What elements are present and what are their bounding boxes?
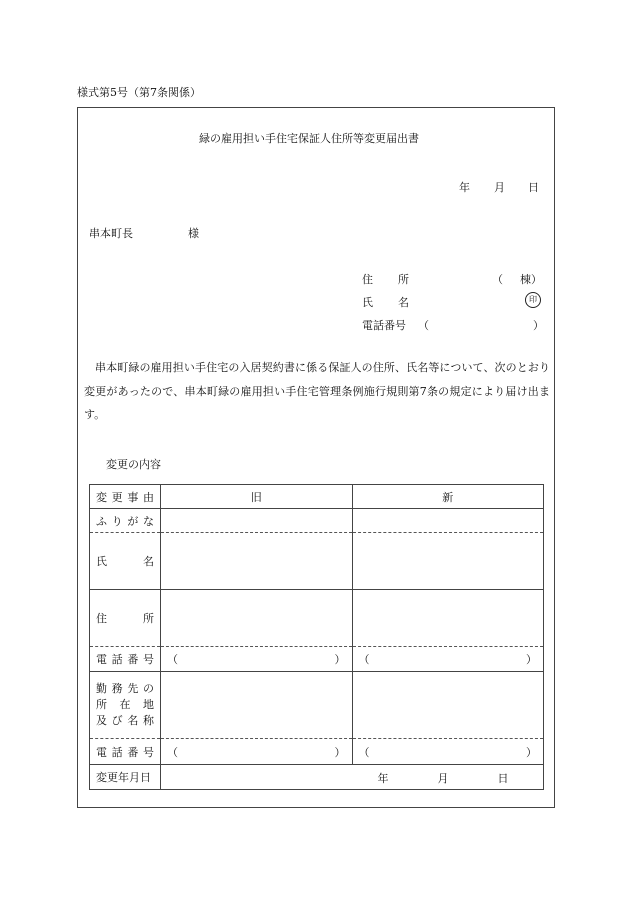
reason-label: 変 更 事 由 — [96, 490, 154, 504]
phone2-row-label: 電 話 番 号 — [96, 745, 154, 759]
phone-close: ） — [533, 319, 544, 332]
phone-open: （ — [418, 319, 429, 332]
name-label-1: 氏 — [362, 296, 373, 309]
date-month: 月 — [494, 181, 505, 194]
furigana-new-cell[interactable] — [352, 509, 544, 533]
phone-label: 電話番号 — [362, 319, 406, 332]
change-date-label: 変更年月日 — [90, 765, 161, 790]
body-text: 串本町緑の雇用担い手住宅の入居契約書に係る保証人の住所、氏名等について、次のとおり変更があったので、串本町緑の雇用担い手住宅管理条例施行規則第7条の規定により届け出ます。 — [84, 361, 550, 421]
new-header: 新 — [352, 485, 544, 509]
form-reference: 様式第5号（第7条関係） — [77, 86, 201, 99]
furigana-row — [90, 509, 544, 533]
date-year: 年 — [459, 181, 470, 194]
address-label: 住 所 — [96, 612, 154, 625]
address-new-cell[interactable] — [352, 590, 544, 647]
phone-new-cell[interactable]: （ ） — [352, 647, 544, 672]
change-date-row — [90, 765, 544, 790]
furigana-old-cell[interactable] — [161, 509, 353, 533]
addressee-name: 串本町長 — [89, 227, 133, 240]
address-row — [90, 590, 544, 647]
seal-icon: 印 — [525, 292, 541, 308]
workplace-label: 勤 務 先 の 所 在 地 及 び 名 称 — [90, 672, 161, 739]
name-label: 氏 名 — [96, 555, 154, 568]
header-row — [90, 485, 544, 509]
address-label-1: 住 — [362, 273, 373, 286]
phone2-old-cell[interactable]: （ ） — [161, 739, 353, 765]
workplace-new-cell[interactable] — [352, 672, 544, 739]
name-row — [90, 533, 544, 590]
seal-mark — [525, 292, 541, 308]
phone2-row — [90, 739, 544, 765]
workplace-old-cell[interactable] — [161, 672, 353, 739]
change-date-cell[interactable]: 年 月 日 — [161, 765, 544, 790]
change-table — [89, 484, 544, 790]
name-new-cell[interactable] — [352, 533, 544, 590]
addressee-honorific: 様 — [188, 227, 199, 240]
phone-row — [90, 647, 544, 672]
phone-row-label: 電 話 番 号 — [96, 653, 154, 666]
section-heading: 変更の内容 — [106, 458, 161, 471]
name-label-2: 名 — [398, 296, 409, 309]
address-label-2: 所 — [398, 273, 409, 286]
name-old-cell[interactable] — [161, 533, 353, 590]
date-day: 日 — [528, 181, 539, 194]
furigana-label: ふ り が な — [96, 514, 154, 528]
address-paren-open: （ — [492, 273, 503, 286]
phone-old-cell[interactable]: （ ） — [161, 647, 353, 672]
old-header: 旧 — [161, 485, 353, 509]
workplace-row — [90, 672, 544, 739]
form-title: 緑の雇用担い手住宅保証人住所等変更届出書 — [199, 132, 419, 145]
address-building-suffix: 棟） — [520, 273, 542, 286]
phone2-new-cell[interactable]: （ ） — [352, 739, 544, 765]
address-old-cell[interactable] — [161, 590, 353, 647]
